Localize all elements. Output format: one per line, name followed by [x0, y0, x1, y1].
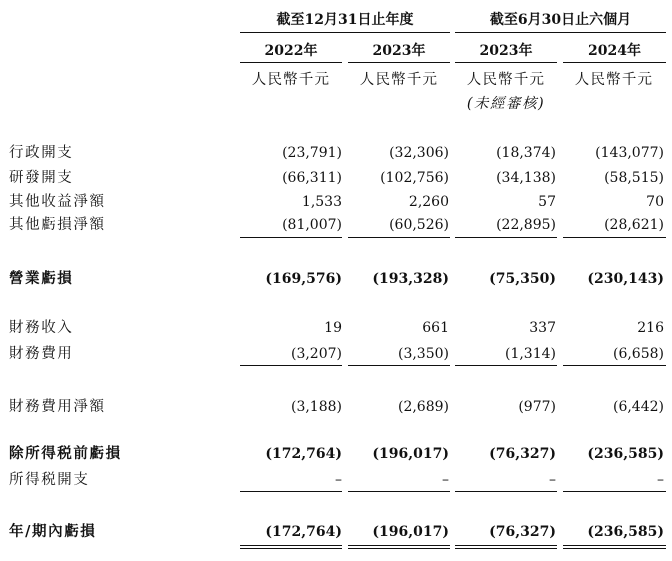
- row-operating-loss-value: (230,143): [587, 271, 664, 287]
- row-other-losses-net-label: 其他虧損淨額: [9, 217, 106, 233]
- row-finance-income-value: 661: [422, 320, 449, 336]
- row-finance-income-label: 財務收入: [9, 320, 74, 336]
- row-loss-before-tax-value: (196,017): [372, 446, 449, 462]
- row-rd-expenses-value: (66,311): [282, 170, 342, 186]
- row-other-losses-net-value: (22,895): [496, 217, 556, 233]
- column-unit: 人民幣千元: [251, 72, 331, 88]
- column-unit: 人民幣千元: [466, 72, 546, 88]
- column-year-2022: 2022年: [264, 43, 318, 59]
- row-loss-for-period-value: (172,764): [265, 524, 342, 540]
- column-year-2023-interim: 2023年: [479, 43, 533, 59]
- row-operating-loss-value: (169,576): [265, 271, 342, 287]
- row-loss-before-tax-value: (76,327): [489, 446, 556, 462]
- row-administrative-expenses-value: (23,791): [282, 145, 342, 161]
- row-operating-loss-label: 營業虧損: [9, 270, 74, 287]
- period-group-annual-rule: [240, 32, 450, 33]
- column-year-rule: [240, 62, 342, 63]
- row-income-tax-expense-label: 所得税開支: [9, 472, 90, 488]
- row-loss-for-period-value: (76,327): [489, 524, 556, 540]
- row-loss-before-tax-label: 除所得税前虧損: [9, 445, 122, 462]
- row-income-tax-expense-value: –: [442, 472, 449, 488]
- period-group-six-months-rule: [455, 32, 666, 33]
- row-finance-costs-value: (3,207): [290, 346, 342, 362]
- row-income-tax-expense-value: –: [657, 472, 664, 488]
- row-rd-expenses-value: (58,515): [604, 170, 664, 186]
- row-rd-expenses-value: (102,756): [380, 170, 449, 186]
- row-loss-before-tax-value: (172,764): [265, 446, 342, 462]
- row-other-income-net-value: 70: [646, 194, 664, 210]
- row-other-income-net-value: 1,533: [301, 194, 342, 210]
- row-other-income-net-label: 其他收益淨額: [9, 194, 106, 210]
- row-finance-costs-label: 財務費用: [9, 346, 74, 362]
- row-other-income-net-value: 2,260: [408, 194, 449, 210]
- row-other-income-net-value: 57: [538, 194, 556, 210]
- row-administrative-expenses-value: (32,306): [389, 145, 449, 161]
- row-finance-costs-net-label: 財務費用淨額: [9, 399, 106, 415]
- row-loss-for-period-value: (196,017): [372, 524, 449, 540]
- column-year-2023: 2023年: [372, 43, 426, 59]
- period-group-six-months: 截至6月30日止六個月: [489, 12, 632, 28]
- period-group-annual: 截至12月31日止年度: [276, 12, 414, 28]
- row-finance-costs-value: (3,350): [397, 346, 449, 362]
- row-finance-costs-net-value: (977): [518, 399, 556, 415]
- column-unit: 人民幣千元: [359, 72, 439, 88]
- row-finance-income-value: 337: [529, 320, 556, 336]
- row-administrative-expenses-value: (18,374): [496, 145, 556, 161]
- row-finance-costs-value: (1,314): [504, 346, 556, 362]
- row-operating-loss-value: (75,350): [489, 271, 556, 287]
- row-operating-loss-value: (193,328): [372, 271, 449, 287]
- row-finance-costs-value: (6,658): [612, 346, 664, 362]
- row-income-tax-expense-value: –: [549, 472, 556, 488]
- column-year-rule: [348, 62, 450, 63]
- row-income-tax-expense-value: –: [335, 472, 342, 488]
- row-finance-income-value: 216: [637, 320, 664, 336]
- row-other-losses-net-value: (60,526): [389, 217, 449, 233]
- column-unit: 人民幣千元: [574, 72, 654, 88]
- column-year-rule: [455, 62, 557, 63]
- row-other-losses-net-value: (28,621): [604, 217, 664, 233]
- row-finance-costs-net-value: (3,188): [290, 399, 342, 415]
- row-other-losses-net-value: (81,007): [282, 217, 342, 233]
- row-finance-income-value: 19: [324, 320, 342, 336]
- row-finance-costs-net-value: (2,689): [397, 399, 449, 415]
- unaudited-note: (未經審核): [466, 96, 546, 112]
- row-loss-for-period-value: (236,585): [587, 524, 664, 540]
- row-finance-costs-net-value: (6,442): [612, 399, 664, 415]
- column-year-2024-interim: 2024年: [588, 43, 641, 59]
- row-rd-expenses-value: (34,138): [496, 170, 556, 186]
- row-administrative-expenses-label: 行政開支: [9, 145, 74, 161]
- row-rd-expenses-label: 研發開支: [9, 170, 74, 186]
- row-loss-for-period-label: 年/期內虧損: [9, 523, 97, 540]
- row-loss-before-tax-value: (236,585): [587, 446, 664, 462]
- column-year-rule: [563, 62, 666, 63]
- row-administrative-expenses-value: (143,077): [595, 145, 664, 161]
